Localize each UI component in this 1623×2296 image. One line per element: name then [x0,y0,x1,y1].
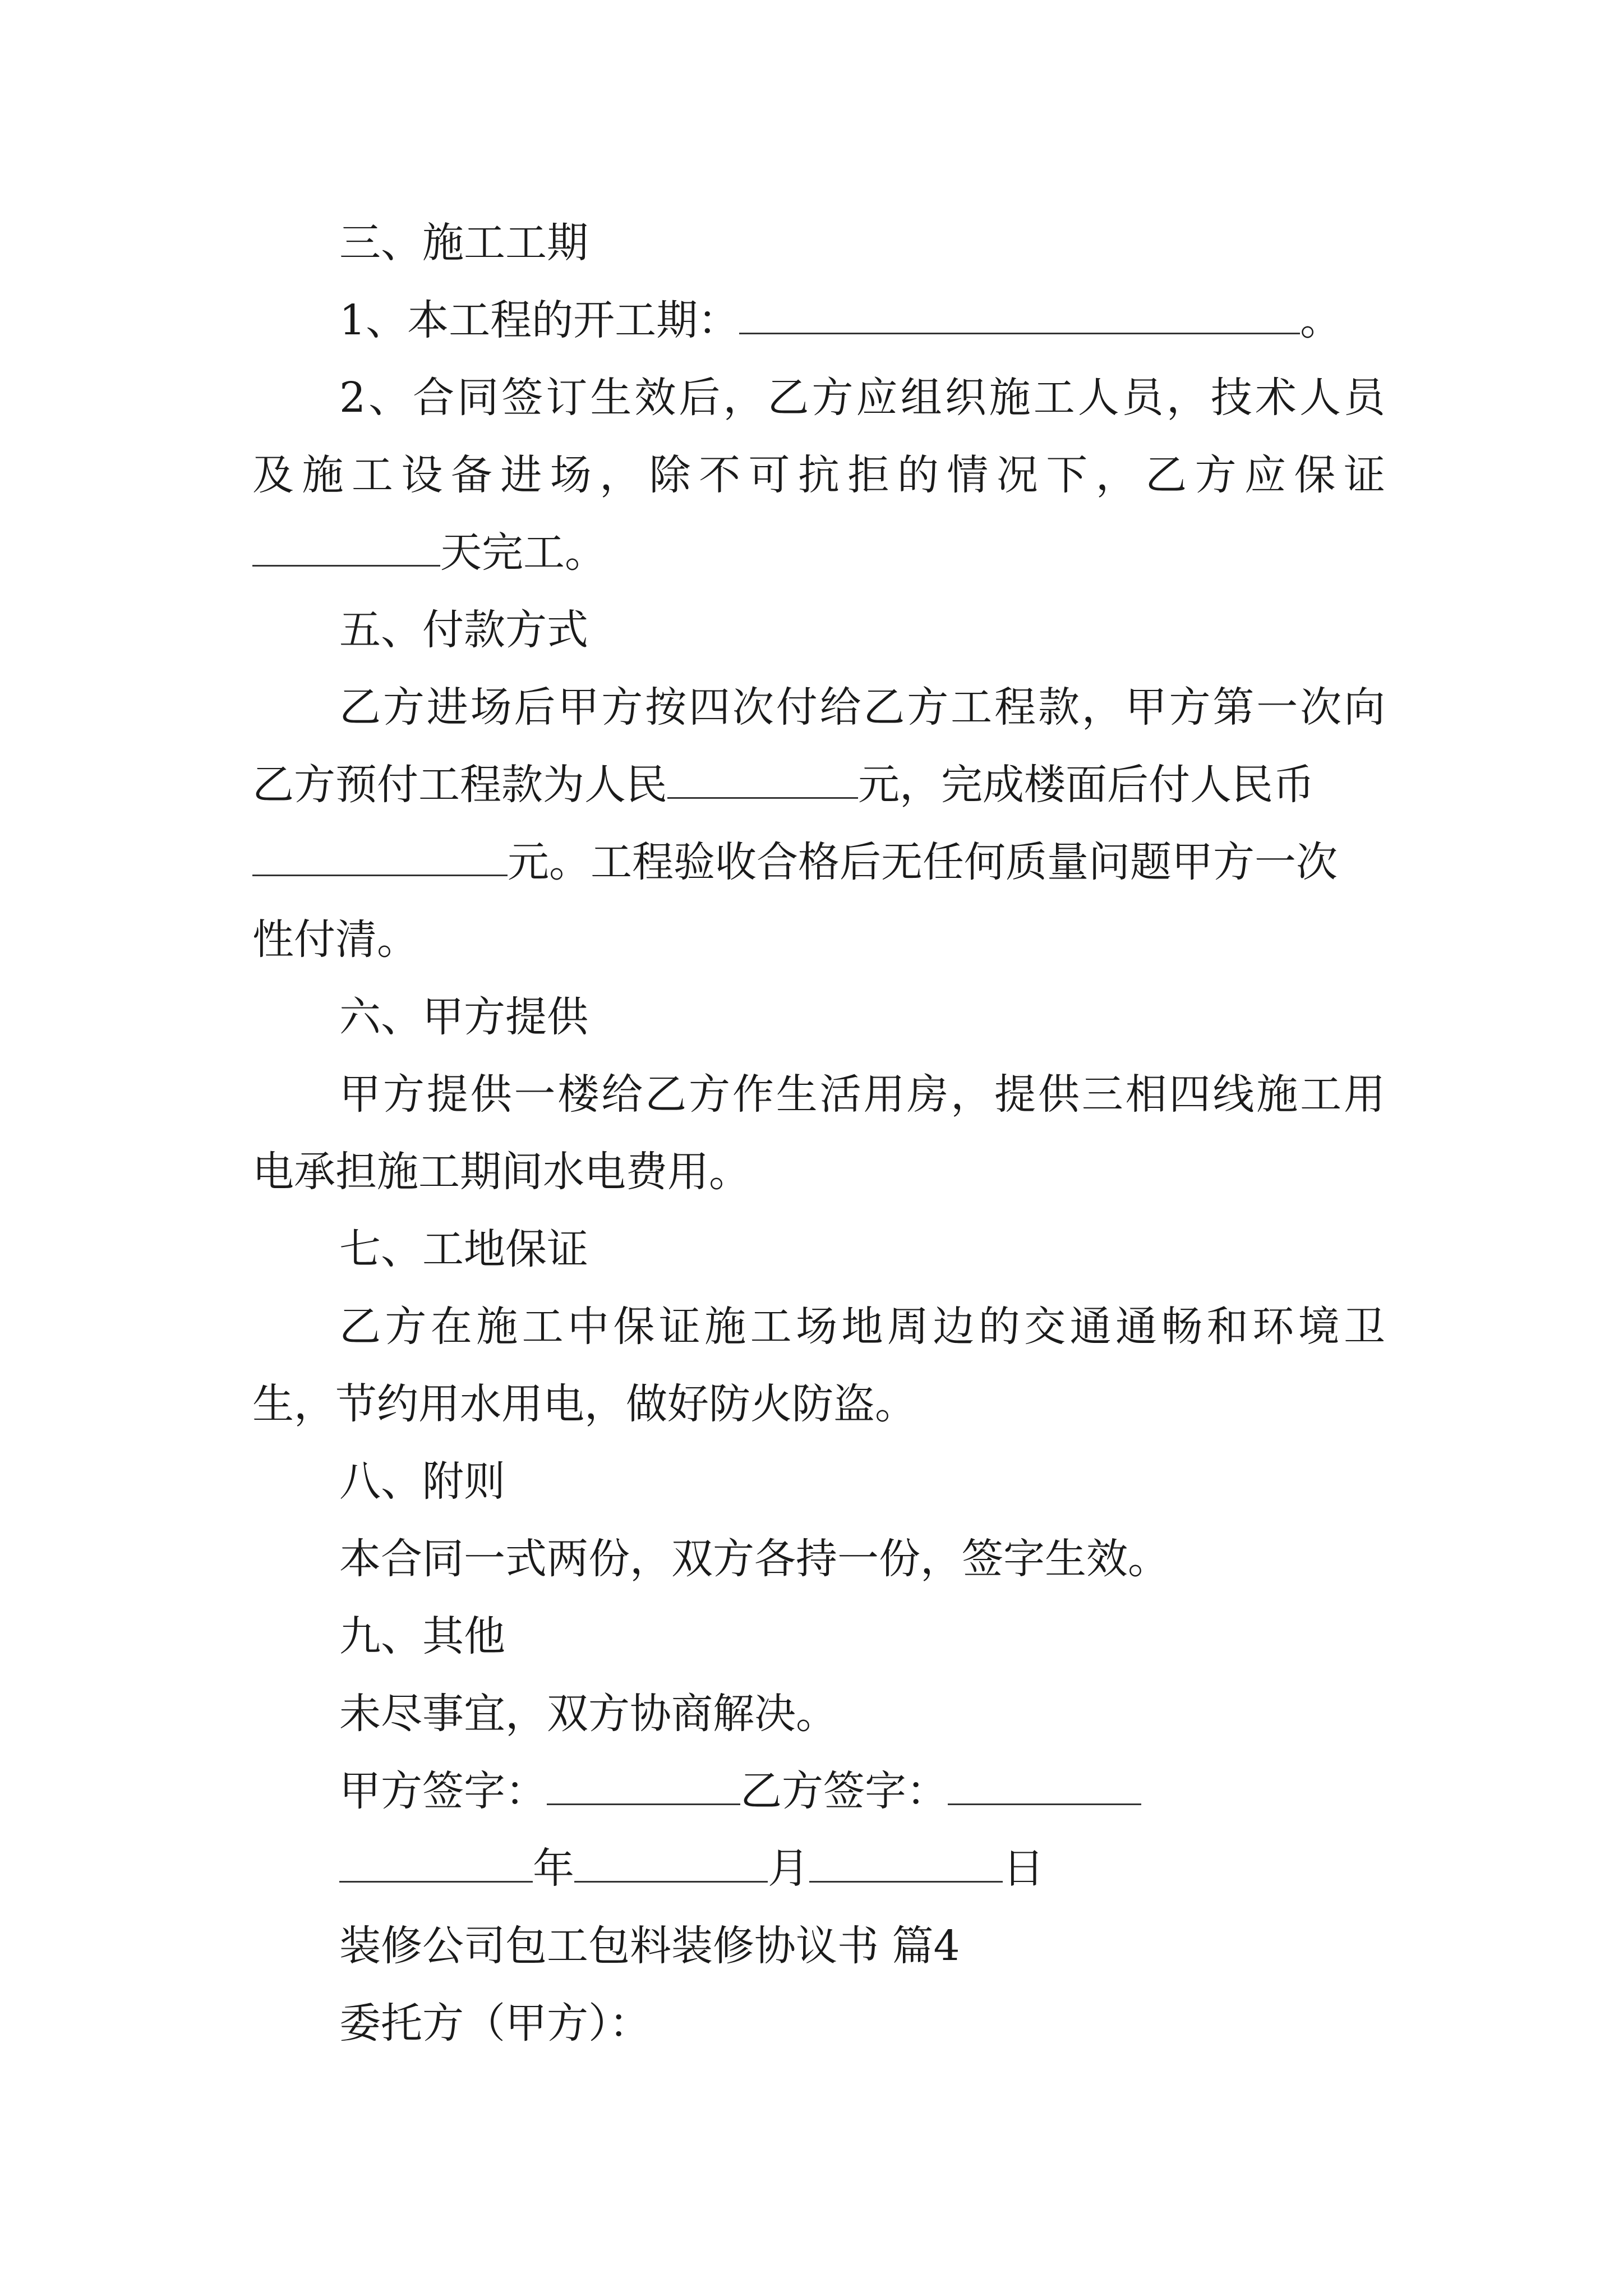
paragraph-line: 元。工程验收合格后无任何质量问题甲方一次 [252,834,1385,890]
fill-in-blank[interactable] [739,293,1300,334]
paragraph-line: 2、合同签订生效后，乙方应组织施工人员，技术人员 [339,374,1385,422]
month-blank[interactable] [574,1842,768,1883]
section-heading: 六、甲方提供 [339,993,588,1041]
client-party-label: 委托方（甲方）： [339,1999,651,2047]
signature-line: 甲方签字： 乙方签字： [339,1763,1385,1819]
section-heading: 七、工地保证 [339,1225,588,1273]
paragraph-line: 天完工。 [252,524,1385,581]
party-b-signature-blank[interactable] [948,1764,1141,1805]
paragraph-line: 电承担施工期间水电费用。 [252,1148,750,1196]
paragraph-line: 生，节约用水用电，做好防火防盗。 [252,1380,916,1428]
fill-in-blank[interactable] [667,758,858,799]
paragraph-line: 乙方进场后甲方按四次付给乙方工程款，甲方第一次向 [339,683,1385,731]
party-a-signature-blank[interactable] [547,1764,740,1805]
fill-in-blank[interactable] [252,835,508,876]
paragraph-line: 未尽事宜，双方协商解决。 [339,1690,837,1738]
paragraph-line: 1、本工程的开工期： 。 [339,292,1385,348]
paragraph-line: 性付清。 [252,915,418,964]
paragraph-line: 乙方在施工中保证施工场地周边的交通通畅和环境卫 [339,1303,1385,1351]
fill-in-blank[interactable] [252,526,440,567]
paragraph-line: 甲方提供一楼给乙方作生活用房，提供三相四线施工用 [339,1070,1385,1119]
section-heading: 五、付款方式 [339,606,588,654]
paragraph-line: 乙方预付工程款为人民 元，完成楼面后付人民币 [252,757,1385,813]
document-title: 装修公司包工包料装修协议书 篇4 [339,1922,960,1970]
day-blank[interactable] [809,1842,1003,1883]
paragraph-line: 及施工设备进场，除不可抗拒的情况下，乙方应保证 [252,451,1385,499]
section-heading: 九、其他 [339,1612,505,1660]
section-heading: 八、附则 [339,1457,505,1506]
paragraph-line: 本合同一式两份，双方各持一份，签字生效。 [339,1535,1169,1583]
section-heading: 三、施工工期 [339,219,588,267]
year-blank[interactable] [339,1842,533,1883]
date-line: 年 月 日 [339,1841,1385,1897]
